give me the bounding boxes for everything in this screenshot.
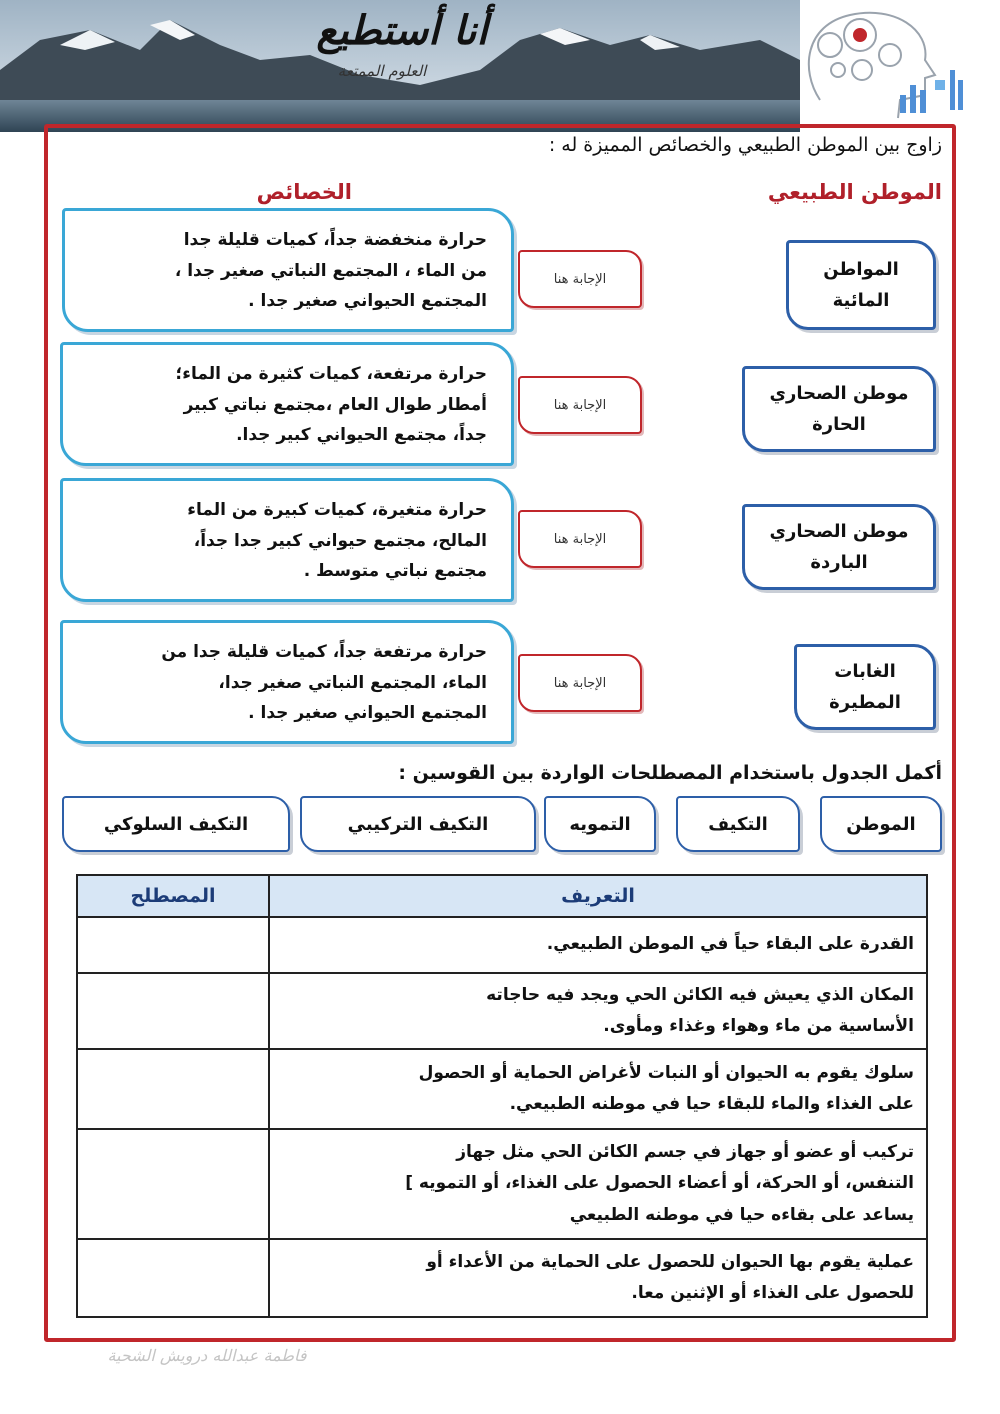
term-habitat[interactable]: الموطن: [820, 796, 942, 852]
definition-cell: تركيب أو عضو أو جهاز في جسم الكائن الحي مثل جهاز التنفس، أو الحركة، أو أعضاء الحصول على الغذاء، أو التمويه ] يساعد على بقاءه حيا في موطنه الطبيعي: [269, 1129, 927, 1239]
author-credit: فاطمة عبدالله درويش الشحية: [107, 1346, 307, 1365]
brand-subtitle: العلوم الممتعة: [337, 62, 427, 80]
trait-card[interactable]: حرارة مرتفعة جداً، كميات قليلة جدا من الماء، المجتمع النباتي صغير جدا، المجتمع الحيواني صغير جدا .: [60, 620, 514, 744]
answer-box[interactable]: الإجابة هنا: [518, 376, 642, 434]
term-answer-cell[interactable]: [77, 973, 269, 1049]
term-answer-cell[interactable]: [77, 1049, 269, 1129]
habitat-label: الغابات المطيرة: [829, 660, 901, 713]
term-answer-cell[interactable]: [77, 1129, 269, 1239]
habitat-card-hot-desert[interactable]: [742, 366, 936, 452]
definition-cell: عملية يقوم بها الحيوان للحصول على الحماية من الأعداء أو للحصول على الغذاء أو الإثنين معا.: [269, 1239, 927, 1317]
term-structural-adaptation[interactable]: التكيف التركيبي: [300, 796, 536, 852]
table-instruction: أكمل الجدول باستخدام المصطلحات الواردة بين القوسين :: [398, 762, 942, 784]
traits-column-heading: الخصائص: [256, 180, 352, 204]
habitat-card-cold-desert[interactable]: [742, 504, 936, 590]
term-adaptation[interactable]: التكيف: [676, 796, 800, 852]
answer-box[interactable]: الإجابة هنا: [518, 250, 642, 308]
table-row: [77, 917, 927, 973]
table-row: [77, 1129, 927, 1239]
definitions-table: [76, 874, 928, 1318]
trait-card[interactable]: حرارة منخفضة جداً، كميات قليلة جدا من الماء ، المجتمع النباتي صغير جدا ، المجتمع الحيواني صغير جدا .: [62, 208, 514, 332]
header-banner: [0, 0, 1000, 132]
term-camouflage[interactable]: التمويه: [544, 796, 656, 852]
trait-card[interactable]: حرارة مرتفعة، كميات كثيرة من الماء؛ أمطار طوال العام ،مجتمع نباتي كبير جداً، مجتمع الحيواني كبير جدا.: [60, 342, 514, 466]
term-column-header: المصطلح: [77, 875, 269, 917]
habitat-card-rainforest[interactable]: [794, 644, 936, 730]
habitat-label: المواطن المائية: [823, 258, 899, 311]
definition-column-header: التعريف: [269, 875, 927, 917]
answer-box[interactable]: الإجابة هنا: [518, 510, 642, 568]
definition-cell: سلوك يقوم به الحيوان أو النبات لأغراض الحماية أو الحصول على الغذاء والماء للبقاء حيا في موطنه الطبيعي.: [269, 1049, 927, 1129]
match-instruction: زاوج بين الموطن الطبيعي والخصائص المميزة له :: [548, 134, 942, 156]
table-header-row: [77, 875, 927, 917]
habitat-label: موطن الصحاري الحارة: [769, 382, 909, 435]
brand-title: أنا أستطيع: [316, 8, 488, 54]
habitat-card-aquatic[interactable]: [786, 240, 936, 330]
table-row: [77, 1239, 927, 1317]
trait-card[interactable]: حرارة متغيرة، كميات كبيرة من الماء المالح، مجتمع حيواني كبير جدا جداً، مجتمع نباتي متوسط .: [60, 478, 514, 602]
table-row: [77, 1049, 927, 1129]
habitat-column-heading: الموطن الطبيعي: [767, 180, 942, 204]
habitat-label: موطن الصحاري الباردة: [769, 520, 909, 573]
definition-cell: المكان الذي يعيش فيه الكائن الحي ويجد فيه حاجاته الأساسية من ماء وهواء وغذاء ومأوى.: [269, 973, 927, 1049]
answer-box[interactable]: الإجابة هنا: [518, 654, 642, 712]
term-answer-cell[interactable]: [77, 1239, 269, 1317]
term-behavioral-adaptation[interactable]: التكيف السلوكي: [62, 796, 290, 852]
definition-cell: القدرة على البقاء حياً في الموطن الطبيعي.: [269, 917, 927, 973]
term-answer-cell[interactable]: [77, 917, 269, 973]
table-row: [77, 973, 927, 1049]
